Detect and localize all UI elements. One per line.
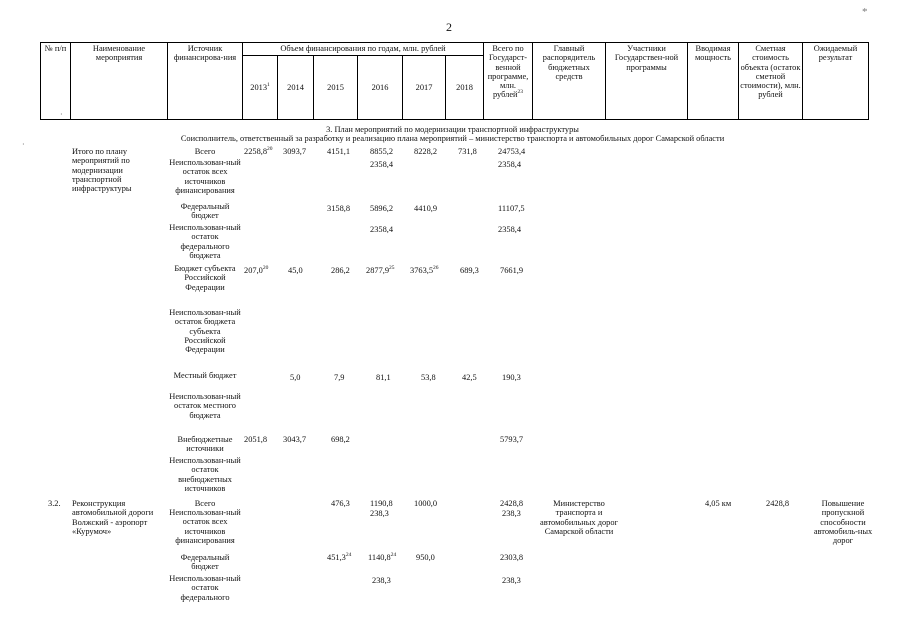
speck-mark: · bbox=[60, 110, 63, 119]
header-total: Всего по Государст-венной программе, млн. рублей$^{23}$ bbox=[484, 43, 533, 120]
value-2013: 2051,8 bbox=[244, 435, 268, 444]
value-2017: 8228,2 bbox=[414, 147, 438, 156]
source-cell: Неиспользован-ный остаток всех источников финансирования bbox=[169, 508, 241, 545]
section-subtitle: Соисполнитель, ответственный за разработку и реализацию плана мероприятий – министерство транспорта и автомобильных дорог Самарской области bbox=[180, 134, 725, 143]
source-cell: Неиспользован-ный остаток местного бюджета bbox=[169, 392, 241, 420]
item-capacity: 4,05 км bbox=[705, 499, 732, 508]
header-volume: Объем финансирования по годам, млн. рублей bbox=[243, 43, 484, 56]
value-2018: 689,3 bbox=[460, 266, 479, 275]
value-2017: 4410,9 bbox=[414, 204, 438, 213]
source-cell: Неиспользован-ный остаток бюджета субъекта Российской Федерации bbox=[169, 308, 241, 355]
value-2015: 7,9 bbox=[334, 373, 345, 382]
value-2017: 53,8 bbox=[421, 373, 436, 382]
header-table bbox=[40, 42, 869, 120]
value-2017: 1000,0 bbox=[414, 499, 438, 508]
item-cost: 2428,8 bbox=[766, 499, 790, 508]
value-2016: 2358,4 bbox=[370, 160, 394, 169]
value-total: 2303,8 bbox=[500, 553, 524, 562]
value-2016: 2358,4 bbox=[370, 225, 394, 234]
total-block-name: Итого по плану мероприятий по модернизации транспортной инфраструктуры bbox=[72, 147, 132, 194]
item-number: 3.2. bbox=[48, 499, 61, 508]
header-year: 2018 bbox=[446, 56, 484, 120]
header-source: Источник финансирова-ния bbox=[168, 43, 243, 120]
header-year: 2014 bbox=[278, 56, 314, 120]
source-cell: Всего bbox=[194, 499, 216, 508]
value-2017: 950,0 bbox=[416, 553, 435, 562]
value-2013: 2258,8$^{20}$ bbox=[244, 146, 273, 156]
value-total: 238,3 bbox=[502, 509, 521, 518]
value-2016: 1190,8 bbox=[370, 499, 393, 508]
source-cell: Внебюджетные источники bbox=[177, 435, 233, 454]
source-cell: Неиспользован-ный остаток федерального бюджета bbox=[169, 223, 241, 260]
value-2016: 5896,2 bbox=[370, 204, 394, 213]
value-total: 7661,9 bbox=[500, 266, 524, 275]
header-year: 2017 bbox=[403, 56, 446, 120]
header-result: Ожидаемый результат bbox=[803, 43, 869, 120]
page-number: 2 bbox=[446, 20, 452, 34]
value-2015: 451,3$^{24}$ bbox=[327, 552, 352, 562]
corner-mark: * bbox=[862, 6, 868, 18]
source-cell: Неиспользован-ный остаток внебюджетных источников bbox=[169, 456, 241, 493]
header-participants: Участники Государствен-ной программы bbox=[606, 43, 688, 120]
header-year: 2016 bbox=[358, 56, 403, 120]
header-cost: Сметная стоимость объекта (остаток сметной стоимости), млн. рублей bbox=[739, 43, 803, 120]
value-2013: 207,0$^{20}$ bbox=[244, 265, 269, 275]
source-cell: Федеральный бюджет bbox=[180, 202, 230, 221]
item-result: Повышение пропускной способности автомобиль-ных дорог bbox=[813, 499, 873, 546]
item-name: Реконструкция автомобильной дороги Волжский - аэропорт «Курумоч» bbox=[72, 499, 154, 536]
value-2014: 45,0 bbox=[288, 266, 303, 275]
value-2016: 1140,8$^{24}$ bbox=[368, 552, 397, 562]
value-2018: 731,8 bbox=[458, 147, 477, 156]
source-cell: Федеральный бюджет bbox=[180, 553, 230, 572]
value-total: 5793,7 bbox=[500, 435, 524, 444]
value-2015: 4151,1 bbox=[327, 147, 351, 156]
value-2016: 8855,2 bbox=[370, 147, 394, 156]
value-total: 2428,8 bbox=[500, 499, 524, 508]
source-cell: Неиспользован-ный остаток федерального bbox=[169, 574, 241, 602]
header-name: Наименование мероприятия bbox=[71, 43, 168, 120]
value-total: 2358,4 bbox=[498, 225, 522, 234]
value-2016: 238,3 bbox=[372, 576, 391, 585]
value-2014: 3093,7 bbox=[283, 147, 307, 156]
source-cell: Всего bbox=[194, 147, 216, 156]
source-cell: Неиспользован-ный остаток всех источников финансирования bbox=[169, 158, 241, 195]
item-manager: Министерство транспорта и автомобильных дорог Самарской области bbox=[540, 499, 618, 536]
value-2017: 3763,5$^{26}$ bbox=[410, 265, 439, 275]
header-year: 2013$^1$ bbox=[243, 56, 278, 120]
value-total: 190,3 bbox=[502, 373, 521, 382]
value-2014: 5,0 bbox=[290, 373, 301, 382]
value-2015: 3158,8 bbox=[327, 204, 351, 213]
value-2015: 698,2 bbox=[331, 435, 350, 444]
value-total: 2358,4 bbox=[498, 160, 522, 169]
value-2016: 2877,9$^{25}$ bbox=[366, 265, 395, 275]
header-manager: Главный распорядитель бюджетных средств bbox=[533, 43, 606, 120]
value-2016: 238,3 bbox=[370, 509, 389, 518]
speck-mark: · bbox=[22, 140, 25, 149]
value-total: 11107,5 bbox=[498, 204, 525, 213]
value-2015: 476,3 bbox=[331, 499, 350, 508]
header-capacity: Вводимая мощность bbox=[688, 43, 739, 120]
source-cell: Бюджет субъекта Российской Федерации bbox=[174, 264, 236, 292]
header-year: 2015 bbox=[314, 56, 358, 120]
value-total: 238,3 bbox=[502, 576, 521, 585]
value-2018: 42,5 bbox=[462, 373, 477, 382]
source-cell: Местный бюджет bbox=[173, 371, 237, 380]
section-title: 3. План мероприятий по модернизации транспортной инфраструктуры bbox=[326, 125, 579, 134]
header-num: № п/п bbox=[41, 43, 71, 120]
value-2014: 3043,7 bbox=[283, 435, 307, 444]
value-2015: 286,2 bbox=[331, 266, 350, 275]
value-total: 24753,4 bbox=[498, 147, 526, 156]
value-2016: 81,1 bbox=[376, 373, 391, 382]
